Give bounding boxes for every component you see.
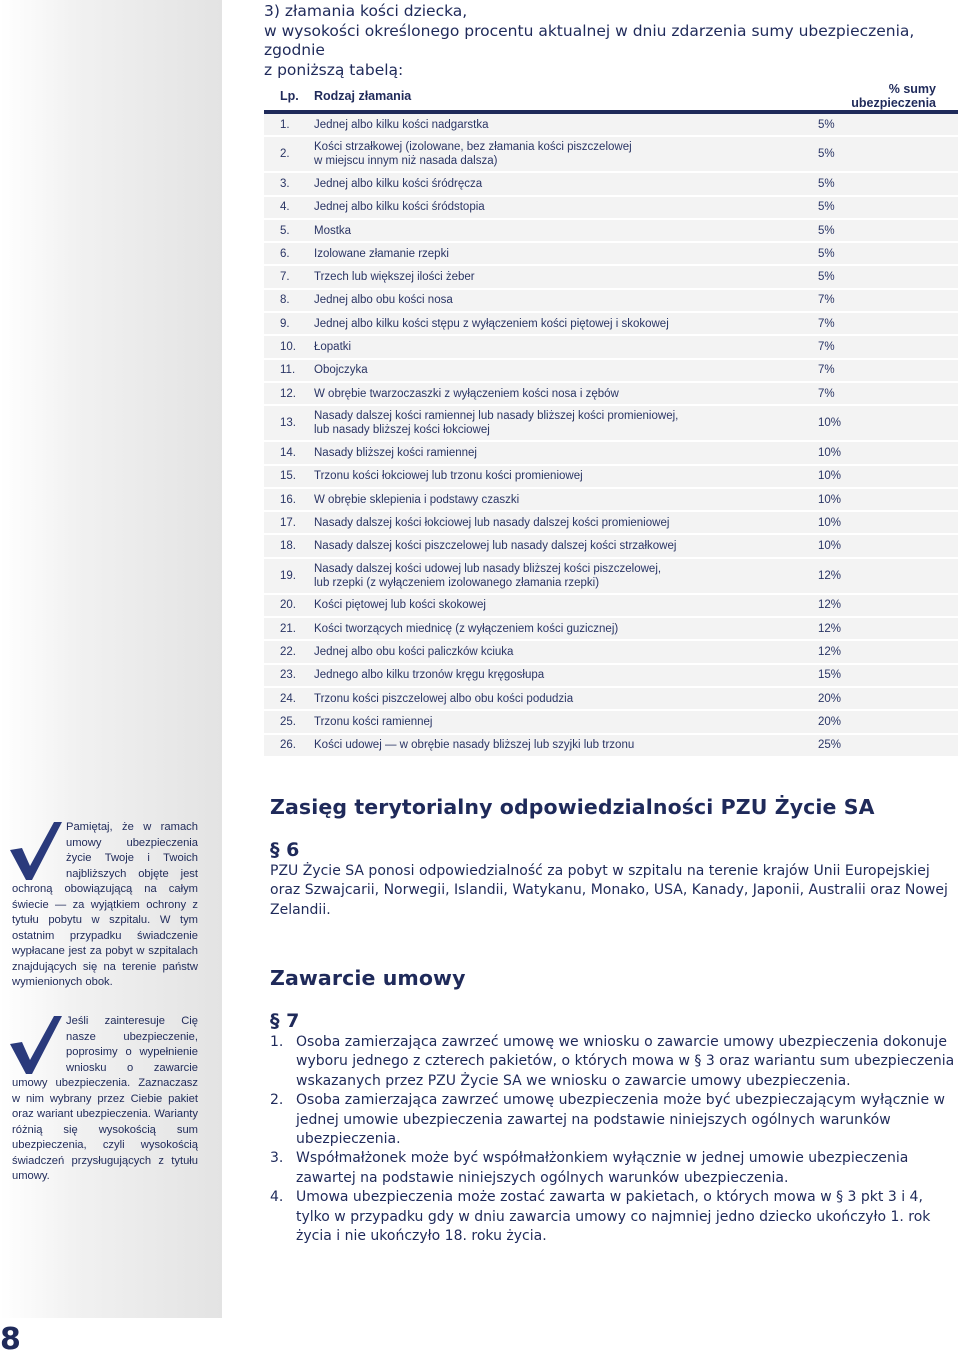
fracture-type-line: Nasady dalszej kości ramiennej lub nasady bliższej kości promieniowej, bbox=[314, 410, 679, 423]
table-row bbox=[264, 664, 958, 687]
callout-application bbox=[12, 1014, 198, 1185]
table-row bbox=[264, 534, 958, 557]
percent-value: 5% bbox=[818, 265, 958, 288]
paragraph-6-label: § 6 bbox=[270, 839, 300, 861]
percent-value: 7% bbox=[818, 359, 958, 382]
table-row bbox=[264, 335, 958, 358]
table-row bbox=[264, 219, 958, 242]
list-item bbox=[270, 1033, 960, 1091]
fracture-type bbox=[314, 312, 818, 335]
row-number: 16. bbox=[264, 488, 314, 511]
table-row bbox=[264, 265, 958, 288]
table-row bbox=[264, 441, 958, 464]
fracture-type-line: W obrębie sklepienia i podstawy czaszki bbox=[314, 493, 520, 506]
fracture-type bbox=[314, 265, 818, 288]
percent-value: 7% bbox=[818, 382, 958, 405]
list-item-number: 2. bbox=[270, 1092, 284, 1109]
percent-value: 20% bbox=[818, 710, 958, 733]
fracture-type-line: Nasady dalszej kości łokciowej lub nasady dalszej kości promieniowej bbox=[314, 516, 670, 529]
intro-line: 3) złamania kości dziecka, bbox=[264, 2, 468, 20]
row-number: 12. bbox=[264, 382, 314, 405]
table-row bbox=[264, 242, 958, 265]
percent-value: 12% bbox=[818, 640, 958, 663]
fracture-type-line: Nasady dalszej kości piszczelowej lub nasady dalszej kości strzałkowej bbox=[314, 540, 677, 553]
fracture-type bbox=[314, 734, 818, 757]
row-number: 25. bbox=[264, 710, 314, 733]
fracture-type-line: Kości strzałkowej (izolowane, bez złamania kości piszczelowej bbox=[314, 141, 632, 154]
percent-value: 7% bbox=[818, 289, 958, 312]
list-item-number: 1. bbox=[270, 1034, 284, 1050]
table-row bbox=[264, 558, 958, 594]
paragraph-7-label: § 7 bbox=[270, 1010, 300, 1032]
percent-value: 10% bbox=[818, 511, 958, 534]
fracture-type-line: Jednej albo kilku kości śródstopia bbox=[314, 201, 485, 214]
fracture-type bbox=[314, 242, 818, 265]
row-number: 13. bbox=[264, 405, 314, 441]
row-number: 15. bbox=[264, 465, 314, 488]
checkmark-icon bbox=[8, 1014, 62, 1074]
fracture-type-line: Nasady bliższej kości ramiennej bbox=[314, 446, 477, 459]
callout-worldwide bbox=[12, 820, 198, 991]
fracture-type-line: Łopatki bbox=[314, 341, 352, 354]
list-item bbox=[270, 1091, 960, 1149]
fracture-type bbox=[314, 359, 818, 382]
fracture-type-line: Trzech lub większej ilości żeber bbox=[314, 271, 475, 284]
callout-text: Pamiętaj, że w ramach umowy ubezpieczenia życie Twoje i Twoich najbliższych objęte jest ochroną obowiązującą na całym świecie — za wyjątkiem ochrony z tytułu pobytu w szpitalu. W tym ostatnim przypadku świadczenie wypłacane jest za pobyt w szpitalach znajdujących się na terenie państw wymienionych obok. bbox=[12, 821, 198, 988]
fracture-type-line: W obrębie twarzoczaszki z wyłączeniem kości nosa i zębów bbox=[314, 387, 619, 400]
table-row bbox=[264, 312, 958, 335]
fracture-type-line: Trzonu kości piszczelowej albo obu kości podudzia bbox=[314, 692, 574, 705]
fracture-type bbox=[314, 488, 818, 511]
table-row bbox=[264, 687, 958, 710]
fracture-type bbox=[314, 710, 818, 733]
fracture-type bbox=[314, 172, 818, 195]
scope-title: Zasięg terytorialny odpowiedzialności PZU Życie SA bbox=[270, 795, 875, 819]
percent-value: 12% bbox=[818, 617, 958, 640]
table-row bbox=[264, 734, 958, 757]
header-type: Rodzaj złamania bbox=[314, 82, 818, 112]
row-number: 26. bbox=[264, 734, 314, 757]
fracture-table bbox=[264, 82, 958, 758]
contract-list bbox=[270, 1033, 960, 1246]
callout-text: Jeśli zainteresuje Cię nasze ubezpieczenie, poprosimy o wypełnienie wniosku o zawarcie umowy ubezpieczenia. Zaznaczasz w nim wybrany przez Ciebie pakiet oraz wariant ubezpieczenia. Warianty różnią się wysokością sum ubezpieczenia, czyli wysokością świadczeń przysługujących z tytułu umowy. bbox=[12, 1015, 198, 1182]
fracture-type-line: w miejscu innym niż nasada dalsza) bbox=[314, 155, 498, 168]
fracture-type-line: Kości tworzących miednicę (z wyłączeniem kości guzicznej) bbox=[314, 622, 619, 635]
intro-line: w wysokości określonego procentu aktualnej w dniu zdarzenia sumy ubezpieczenia, zgodnie bbox=[264, 21, 915, 59]
contract-title: Zawarcie umowy bbox=[270, 966, 466, 990]
table-row bbox=[264, 172, 958, 195]
table-row bbox=[264, 112, 958, 136]
scope-paragraph: PZU Życie SA ponosi odpowiedzialność za pobyt w szpitalu na terenie krajów Unii Europejskiej oraz Szwajcarii, Norwegii, Islandii, Watykanu, Monako, USA, Kanady, Japonii, Australii oraz Nowej Zelandii. bbox=[270, 863, 948, 918]
table-row bbox=[264, 136, 958, 172]
header-pct: % sumy ubezpieczenia bbox=[818, 82, 958, 112]
fracture-type-line: Jednego albo kilku trzonów kręgu kręgosłupa bbox=[314, 669, 545, 682]
fracture-type-line: Jednej albo kilku kości nadgarstka bbox=[314, 118, 489, 131]
percent-value: 5% bbox=[818, 242, 958, 265]
percent-value: 5% bbox=[818, 196, 958, 219]
percent-value: 5% bbox=[818, 112, 958, 136]
header-lp: Lp. bbox=[264, 82, 314, 112]
percent-value: 12% bbox=[818, 594, 958, 617]
table-row bbox=[264, 710, 958, 733]
fracture-type-line: Jednej albo kilku kości stępu z wyłączeniem kości piętowej i skokowej bbox=[314, 317, 669, 330]
table-row bbox=[264, 594, 958, 617]
fracture-type-line: lub rzepki (z wyłączeniem izolowanego złamania rzepki) bbox=[314, 576, 600, 589]
fracture-type bbox=[314, 219, 818, 242]
intro-text bbox=[264, 2, 944, 80]
table-body bbox=[264, 112, 958, 757]
fracture-type-line: Jednej albo obu kości paliczków kciuka bbox=[314, 645, 514, 658]
fracture-type bbox=[314, 465, 818, 488]
table-row bbox=[264, 196, 958, 219]
table-row bbox=[264, 511, 958, 534]
fracture-type bbox=[314, 558, 818, 594]
table-header-row bbox=[264, 82, 958, 112]
intro-line: z poniższą tabelą: bbox=[264, 60, 404, 79]
percent-value: 5% bbox=[818, 219, 958, 242]
row-number: 8. bbox=[264, 289, 314, 312]
percent-value: 25% bbox=[818, 734, 958, 757]
row-number: 20. bbox=[264, 594, 314, 617]
percent-value: 7% bbox=[818, 335, 958, 358]
fracture-type-line: Mostka bbox=[314, 224, 352, 237]
table-row bbox=[264, 405, 958, 441]
list-item bbox=[270, 1149, 960, 1188]
percent-value: 12% bbox=[818, 558, 958, 594]
fracture-type bbox=[314, 617, 818, 640]
fracture-type-line: Obojczyka bbox=[314, 364, 368, 377]
table-row bbox=[264, 640, 958, 663]
row-number: 14. bbox=[264, 441, 314, 464]
fracture-type-line: Jednej albo kilku kości śródręcza bbox=[314, 177, 483, 190]
row-number: 21. bbox=[264, 617, 314, 640]
row-number: 18. bbox=[264, 534, 314, 557]
row-number: 3. bbox=[264, 172, 314, 195]
fracture-type bbox=[314, 640, 818, 663]
scope-text bbox=[270, 862, 960, 920]
row-number: 1. bbox=[264, 112, 314, 136]
fracture-type-line: Nasady dalszej kości udowej lub nasady bliższej kości piszczelowej, bbox=[314, 562, 662, 575]
row-number: 2. bbox=[264, 136, 314, 172]
list-item-text: Umowa ubezpieczenia może zostać zawarta w pakietach, o których mowa w § 3 pkt 3 i 4, tylko w przypadku gdy w dniu zawarcia umowy co najmniej jedno dziecko ukończyło 1. rok życia i nie ukończyło 18. roku życia. bbox=[296, 1189, 931, 1245]
fracture-type bbox=[314, 289, 818, 312]
percent-value: 10% bbox=[818, 488, 958, 511]
fracture-type bbox=[314, 112, 818, 136]
fracture-type bbox=[314, 335, 818, 358]
percent-value: 10% bbox=[818, 465, 958, 488]
fracture-type-line: lub nasady bliższej kości łokciowej bbox=[314, 424, 490, 437]
fracture-type-line: Kości udowej — w obrębie nasady bliższej lub szyjki lub trzonu bbox=[314, 739, 635, 752]
fracture-type-line: Kości piętowej lub kości skokowej bbox=[314, 599, 486, 612]
table-row bbox=[264, 617, 958, 640]
fracture-type bbox=[314, 687, 818, 710]
fracture-type bbox=[314, 511, 818, 534]
list-item-number: 3. bbox=[270, 1150, 284, 1167]
fracture-type bbox=[314, 594, 818, 617]
fracture-type-line: Trzonu kości łokciowej lub trzonu kości promieniowej bbox=[314, 470, 583, 483]
table-row bbox=[264, 488, 958, 511]
fracture-type bbox=[314, 382, 818, 405]
list-item-text: Osoba zamierzająca zawrzeć umowę ubezpieczenia może być ubezpieczającym wyłącznie w jednej umowie ubezpieczenia zawartej na podstawie niniejszych ogólnych warunków ubezpieczenia. bbox=[296, 1092, 945, 1148]
percent-value: 15% bbox=[818, 664, 958, 687]
fracture-type bbox=[314, 405, 818, 441]
fracture-type bbox=[314, 196, 818, 219]
fracture-type bbox=[314, 136, 818, 172]
fracture-type bbox=[314, 534, 818, 557]
percent-value: 5% bbox=[818, 136, 958, 172]
table-row bbox=[264, 465, 958, 488]
row-number: 5. bbox=[264, 219, 314, 242]
row-number: 19. bbox=[264, 558, 314, 594]
percent-value: 5% bbox=[818, 172, 958, 195]
row-number: 17. bbox=[264, 511, 314, 534]
percent-value: 20% bbox=[818, 687, 958, 710]
list-item-text: Osoba zamierzająca zawrzeć umowę we wniosku o zawarcie umowy ubezpieczenia dokonuje wyboru jednego z czterech pakietów, o których mowa w § 3 oraz wariantu sum ubezpieczenia wskazanych przez PZU Życie SA we wniosku o zawarcie umowy ubezpieczenia. bbox=[296, 1034, 955, 1089]
table-row bbox=[264, 359, 958, 382]
row-number: 6. bbox=[264, 242, 314, 265]
row-number: 24. bbox=[264, 687, 314, 710]
row-number: 22. bbox=[264, 640, 314, 663]
table-row bbox=[264, 382, 958, 405]
percent-value: 10% bbox=[818, 534, 958, 557]
list-item-number: 4. bbox=[270, 1189, 284, 1206]
percent-value: 7% bbox=[818, 312, 958, 335]
fracture-type bbox=[314, 664, 818, 687]
table-row bbox=[264, 289, 958, 312]
row-number: 23. bbox=[264, 664, 314, 687]
fracture-type bbox=[314, 441, 818, 464]
percent-value: 10% bbox=[818, 441, 958, 464]
row-number: 11. bbox=[264, 359, 314, 382]
list-item-text: Współmałżonek może być współmałżonkiem wyłącznie w jednej umowie ubezpieczenia zawartej na podstawie niniejszych ogólnych warunków ubezpieczenia. bbox=[296, 1150, 909, 1186]
page-number: 8 bbox=[0, 1322, 21, 1357]
row-number: 7. bbox=[264, 265, 314, 288]
checkmark-icon bbox=[8, 820, 62, 880]
row-number: 4. bbox=[264, 196, 314, 219]
fracture-type-line: Trzonu kości ramiennej bbox=[314, 715, 433, 728]
row-number: 10. bbox=[264, 335, 314, 358]
percent-value: 10% bbox=[818, 405, 958, 441]
row-number: 9. bbox=[264, 312, 314, 335]
fracture-type-line: Jednej albo obu kości nosa bbox=[314, 294, 453, 307]
fracture-type-line: Izolowane złamanie rzepki bbox=[314, 247, 449, 260]
list-item bbox=[270, 1188, 960, 1246]
